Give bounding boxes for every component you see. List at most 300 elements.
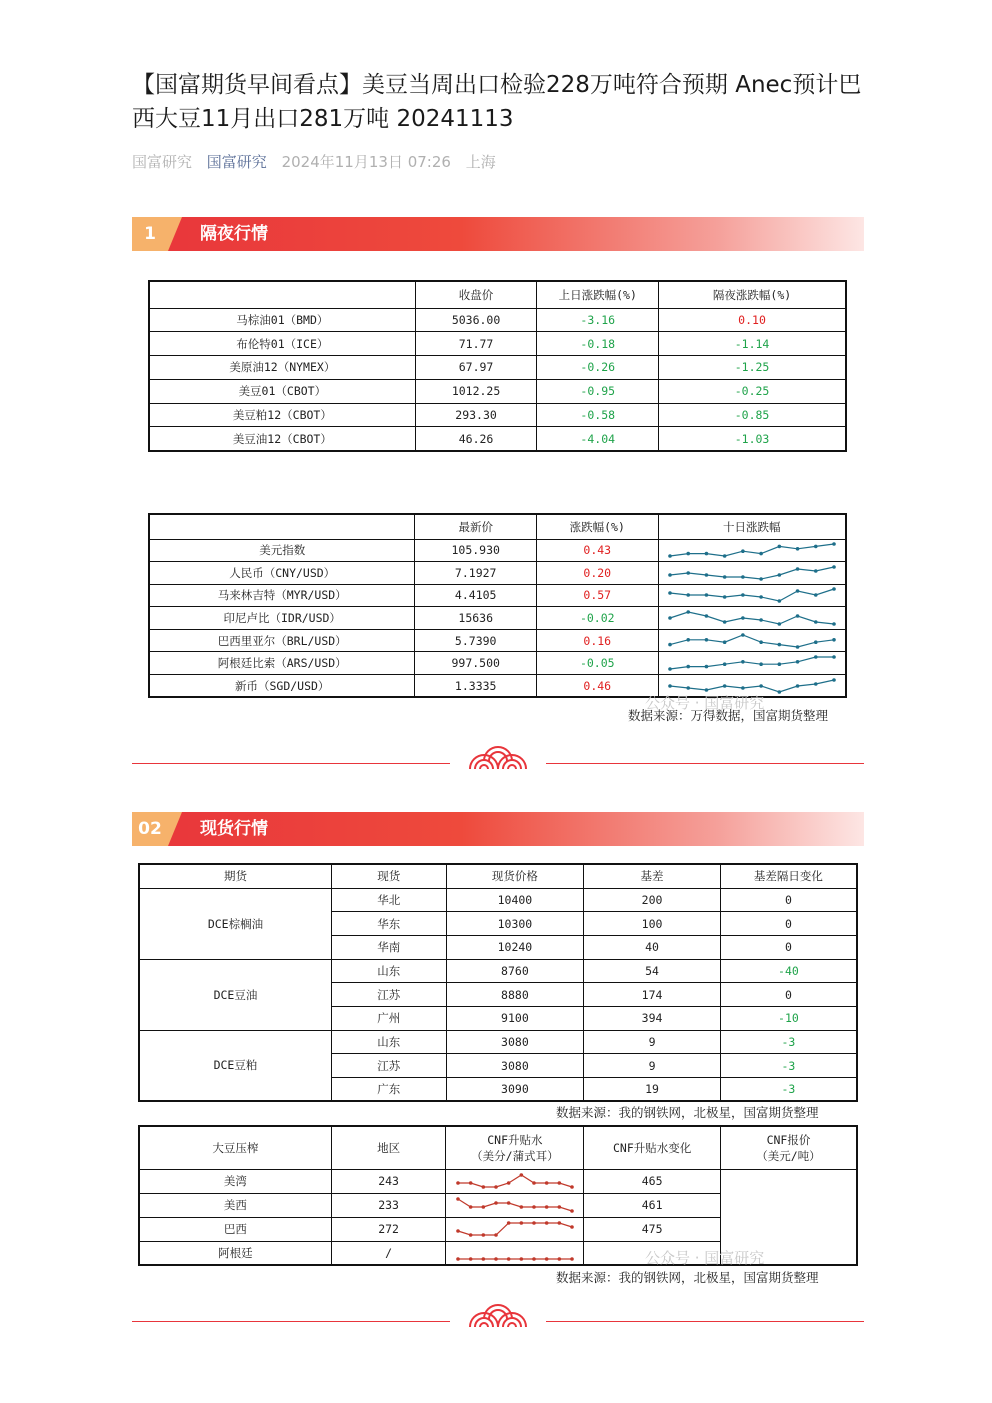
sparkline-point [686, 552, 690, 556]
sparkline-point [741, 660, 745, 664]
spot-price: 10400 [446, 888, 584, 912]
sparkline-point [832, 542, 836, 546]
night-change: -0.85 [659, 403, 846, 427]
sparkline-point [570, 1209, 574, 1213]
sparkline-point [741, 686, 745, 690]
table-row [139, 1169, 857, 1193]
cnf-premium: 243 [331, 1169, 446, 1193]
currency-name: 印尼卢比（IDR/USD） [149, 607, 415, 630]
sparkline-point [507, 1181, 511, 1185]
sparkline-point [777, 663, 781, 667]
sparkline-point [832, 678, 836, 682]
table-header: 涨跌幅(%) [537, 514, 659, 539]
sparkline-point [494, 1185, 498, 1189]
table-header-row [139, 1126, 857, 1169]
author: 国富研究 [132, 153, 193, 171]
basis: 9 [584, 1030, 721, 1054]
divider-line [546, 1321, 864, 1322]
spot-region: 江苏 [331, 983, 446, 1007]
table-row [139, 888, 857, 912]
table-row [139, 959, 857, 983]
sparkline-point [456, 1181, 460, 1185]
sparkline-point [456, 1197, 460, 1201]
divider-line [132, 1321, 450, 1322]
currency-name: 人民币（CNY/USD） [149, 562, 415, 585]
section-title: 隔夜行情 [200, 224, 268, 244]
sparkline-series [670, 657, 834, 669]
latest-price: 15636 [415, 607, 537, 630]
basis: 19 [584, 1078, 721, 1102]
sparkline-point [507, 1221, 511, 1225]
cnf-quote: 475 [584, 1217, 721, 1241]
spot-price: 10240 [446, 935, 584, 959]
sparkline-point [832, 565, 836, 569]
table-row [149, 356, 846, 380]
sparkline-point [481, 1185, 485, 1189]
close-price: 5036.00 [415, 308, 537, 332]
basis-change: -3 [720, 1030, 857, 1054]
basis: 9 [584, 1054, 721, 1078]
currency-name: 新币（SGD/USD） [149, 675, 415, 698]
spot-region: 山东 [331, 959, 446, 983]
sparkline-point [777, 642, 781, 646]
sparkline-point [704, 688, 708, 692]
basis: 200 [584, 888, 721, 912]
sparkline-series [458, 1199, 572, 1211]
table-row [149, 427, 846, 451]
sparkline-point [704, 614, 708, 618]
night-change: -1.14 [659, 332, 846, 356]
sparkline-point [545, 1181, 549, 1185]
cnf-quote: 465 [584, 1169, 721, 1193]
sparkline-chart [450, 1243, 580, 1263]
sparkline-point [759, 552, 763, 556]
sparkline-point [814, 655, 818, 659]
sparkline-point [557, 1181, 561, 1185]
table-header: 现货价格 [446, 864, 584, 888]
latest-price: 4.4105 [415, 584, 537, 607]
sparkline-point [668, 667, 672, 671]
cnf-trend [446, 1169, 584, 1193]
spot-price-table [138, 863, 858, 1102]
publish-location: 上海 [465, 153, 496, 171]
table-header [149, 514, 415, 539]
table-row [139, 1217, 857, 1241]
sparkline-point [686, 686, 690, 690]
cloud-ornament-icon [466, 741, 530, 771]
table-row [149, 652, 846, 675]
sparkline-chart [450, 1171, 580, 1191]
spot-price: 8760 [446, 959, 584, 983]
table-header: 期货 [139, 864, 331, 888]
sparkline-point [759, 618, 763, 622]
sparkline-point [814, 545, 818, 549]
sparkline-point [668, 616, 672, 620]
divider-line [546, 763, 864, 764]
instrument-name: 马棕油01（BMD） [149, 308, 415, 332]
sparkline-point [814, 594, 818, 598]
section-title: 现货行情 [200, 819, 268, 839]
sparkline-point [545, 1205, 549, 1209]
prev-change: -0.18 [537, 332, 659, 356]
change-pct: 0.46 [537, 675, 659, 698]
sparkline-series [458, 1223, 572, 1235]
article-meta [132, 151, 506, 172]
currency-name: 巴西里亚尔（BRL/USD） [149, 629, 415, 652]
data-source: 数据来源：万得数据，国富期货整理 [628, 708, 829, 723]
table-header: 上日涨跌幅(%) [537, 281, 659, 308]
instrument-name: 布伦特01（ICE） [149, 332, 415, 356]
sparkline-point [832, 638, 836, 642]
sparkline-point [519, 1257, 523, 1261]
section-number: 02 [132, 812, 168, 846]
sparkline-point [668, 684, 672, 688]
ten-day-trend [658, 562, 846, 585]
basis-change: 0 [720, 935, 857, 959]
sparkline-point [545, 1221, 549, 1225]
sparkline-point [494, 1233, 498, 1237]
sparkline-point [796, 660, 800, 664]
spot-price: 3090 [446, 1078, 584, 1102]
sparkline-point [741, 550, 745, 554]
basis: 394 [584, 1006, 721, 1030]
change-pct: 0.16 [537, 629, 659, 652]
sparkline-point [469, 1181, 473, 1185]
cnf-table [138, 1125, 858, 1266]
sparkline-point [668, 592, 672, 596]
change-pct: 0.43 [537, 539, 659, 562]
night-change: -1.03 [659, 427, 846, 451]
region: 美湾 [139, 1169, 331, 1193]
spot-region: 广东 [331, 1078, 446, 1102]
futures-group: DCE豆油 [139, 959, 331, 1030]
sparkline-point [570, 1257, 574, 1261]
spot-price: 8880 [446, 983, 584, 1007]
sparkline-point [777, 600, 781, 604]
spot-region: 江苏 [331, 1054, 446, 1078]
ten-day-trend [658, 652, 846, 675]
publish-date: 2024年11月13日 07:26 [281, 153, 451, 171]
sparkline-point [519, 1173, 523, 1177]
table-header-row [139, 864, 857, 888]
change-pct: -0.05 [537, 652, 659, 675]
region: 美西 [139, 1193, 331, 1217]
sparkline-point [759, 577, 763, 581]
cloud-ornament-icon [466, 1299, 530, 1329]
sparkline-point [796, 614, 800, 618]
sparkline-point [469, 1205, 473, 1209]
sparkline-point [814, 640, 818, 644]
sparkline-point [557, 1257, 561, 1261]
ten-day-trend [658, 539, 846, 562]
sparkline-chart [662, 608, 842, 628]
data-source: 数据来源：我的钢铁网，北极星，国富期货整理 [556, 1270, 819, 1285]
sparkline-point [494, 1201, 498, 1205]
ten-day-trend [658, 607, 846, 630]
spot-region: 华东 [331, 912, 446, 936]
sparkline-point [796, 567, 800, 571]
change-pct: 0.20 [537, 562, 659, 585]
prev-change: -4.04 [537, 427, 659, 451]
instrument-name: 美豆粕12（CBOT） [149, 403, 415, 427]
sparkline-point [777, 622, 781, 626]
sparkline-chart [662, 653, 842, 673]
section-header-spot [132, 812, 864, 846]
watermark: 公众号 · 国富研究 [645, 694, 765, 712]
overnight-futures-table [148, 280, 847, 452]
sparkline-chart [662, 540, 842, 560]
sparkline-point [570, 1185, 574, 1189]
table-row [149, 308, 846, 332]
ten-day-trend [658, 629, 846, 652]
table-row [149, 629, 846, 652]
watermark: 公众号 · 国富研究 [645, 1249, 765, 1267]
sparkline-point [668, 642, 672, 646]
sparkline-point [494, 1257, 498, 1261]
night-change: 0.10 [659, 308, 846, 332]
table-header-row [149, 281, 846, 308]
close-price: 293.30 [415, 403, 537, 427]
sparkline-chart [662, 563, 842, 583]
sparkline-chart [450, 1219, 580, 1239]
sparkline-point [723, 640, 727, 644]
spot-price: 3080 [446, 1054, 584, 1078]
sparkline-point [759, 663, 763, 667]
table-row [149, 562, 846, 585]
table-row [149, 379, 846, 403]
sparkline-point [759, 640, 763, 644]
currency-name: 马来林吉特（MYR/USD） [149, 584, 415, 607]
sparkline-point [741, 633, 745, 637]
cnf-quote: 461 [584, 1193, 721, 1217]
group-cell: 大豆压榨 [139, 1126, 331, 1169]
futures-group: DCE豆粕 [139, 1030, 331, 1101]
close-price: 71.77 [415, 332, 537, 356]
sparkline-chart [662, 585, 842, 605]
sparkline-point [723, 620, 727, 624]
table-header: 隔夜涨跌幅(%) [659, 281, 846, 308]
instrument-name: 美原油12（NYMEX） [149, 356, 415, 380]
table-header: 十日涨跌幅 [658, 514, 846, 539]
latest-price: 7.1927 [415, 562, 537, 585]
sparkline-point [519, 1221, 523, 1225]
basis: 174 [584, 983, 721, 1007]
sparkline-point [545, 1257, 549, 1261]
sparkline-point [557, 1205, 561, 1209]
night-change: -0.25 [659, 379, 846, 403]
sparkline-point [832, 622, 836, 626]
cnf-premium: 272 [331, 1217, 446, 1241]
region: 巴西 [139, 1217, 331, 1241]
close-price: 67.97 [415, 356, 537, 380]
sparkline-point [686, 665, 690, 669]
table-header-row [149, 514, 846, 539]
sparkline-point [532, 1205, 536, 1209]
change-pct: 0.57 [537, 584, 659, 607]
sparkline-point [532, 1257, 536, 1261]
latest-price: 105.930 [415, 539, 537, 562]
sparkline-point [519, 1205, 523, 1209]
basis-change: 0 [720, 983, 857, 1007]
sparkline-point [814, 569, 818, 573]
sparkline-point [532, 1221, 536, 1225]
currency-name: 阿根廷比索（ARS/USD） [149, 652, 415, 675]
sparkline-point [814, 620, 818, 624]
sparkline-point [570, 1225, 574, 1229]
sparkline-point [481, 1205, 485, 1209]
sparkline-point [469, 1257, 473, 1261]
prev-change: -3.16 [537, 308, 659, 332]
region: 阿根廷 [139, 1241, 331, 1265]
sparkline-point [532, 1181, 536, 1185]
sparkline-point [759, 684, 763, 688]
sparkline-point [759, 596, 763, 600]
sparkline-point [507, 1201, 511, 1205]
sparkline-point [704, 665, 708, 669]
close-price: 46.26 [415, 427, 537, 451]
sparkline-point [796, 645, 800, 649]
ten-day-trend [658, 584, 846, 607]
sparkline-point [741, 594, 745, 598]
night-change: -1.25 [659, 356, 846, 380]
sparkline-point [723, 554, 727, 558]
spot-price: 10300 [446, 912, 584, 936]
sparkline-point [741, 575, 745, 579]
sparkline-point [777, 545, 781, 549]
sparkline-point [686, 571, 690, 575]
section-header-overnight [132, 217, 864, 251]
sparkline-point [723, 596, 727, 600]
sparkline-point [557, 1221, 561, 1225]
sparkline-point [796, 547, 800, 551]
basis-change: -3 [720, 1054, 857, 1078]
basis-change: -40 [720, 959, 857, 983]
latest-price: 5.7390 [415, 629, 537, 652]
basis-change: 0 [720, 912, 857, 936]
sparkline-series [670, 589, 834, 601]
table-header: 现货 [331, 864, 446, 888]
sparkline-point [686, 610, 690, 614]
table-header [149, 281, 415, 308]
sparkline-chart [662, 631, 842, 651]
spot-region: 广州 [331, 1006, 446, 1030]
sparkline-point [777, 573, 781, 577]
divider-line [132, 763, 450, 764]
sparkline-point [832, 588, 836, 592]
table-row [149, 539, 846, 562]
spot-region: 华北 [331, 888, 446, 912]
sparkline-series [670, 635, 834, 647]
sparkline-series [458, 1175, 572, 1187]
table-row [149, 607, 846, 630]
sparkline-series [670, 567, 834, 579]
spot-price: 3080 [446, 1030, 584, 1054]
sparkline-point [704, 594, 708, 598]
basis: 54 [584, 959, 721, 983]
sparkline-chart [450, 1195, 580, 1215]
prev-change: -0.58 [537, 403, 659, 427]
table-row [139, 1193, 857, 1217]
basis-change: -3 [720, 1078, 857, 1102]
table-header: 最新价 [415, 514, 537, 539]
currency-name: 美元指数 [149, 539, 415, 562]
cnf-trend [446, 1193, 584, 1217]
basis: 40 [584, 935, 721, 959]
sparkline-point [796, 684, 800, 688]
sparkline-point [723, 575, 727, 579]
table-row [139, 1030, 857, 1054]
table-header: 收盘价 [415, 281, 537, 308]
cnf-premium: / [331, 1241, 446, 1265]
fx-table [148, 513, 847, 698]
sparkline-point [481, 1233, 485, 1237]
sparkline-series [670, 544, 834, 556]
sparkline-point [814, 682, 818, 686]
sparkline-point [668, 573, 672, 577]
prev-change: -0.95 [537, 379, 659, 403]
table-header: 基差隔日变化 [720, 864, 857, 888]
table-header: 地区 [331, 1126, 446, 1169]
sparkline-point [704, 552, 708, 556]
table-row [149, 403, 846, 427]
basis-change: -10 [720, 1006, 857, 1030]
sparkline-series [670, 680, 834, 692]
sparkline-point [704, 638, 708, 642]
sparkline-point [507, 1257, 511, 1261]
table-header: 基差 [584, 864, 721, 888]
sparkline-point [832, 655, 836, 659]
section-number: 1 [132, 217, 168, 251]
prev-change: -0.26 [537, 356, 659, 380]
sparkline-point [469, 1233, 473, 1237]
sparkline-point [741, 616, 745, 620]
instrument-name: 美豆油12（CBOT） [149, 427, 415, 451]
latest-price: 1.3335 [415, 675, 537, 698]
data-source: 数据来源：我的钢铁网，北极星，国富期货整理 [556, 1105, 819, 1120]
sparkline-point [481, 1257, 485, 1261]
cnf-trend [446, 1241, 584, 1265]
sparkline-point [796, 590, 800, 594]
cnf-trend [446, 1217, 584, 1241]
cnf-premium: 233 [331, 1193, 446, 1217]
sparkline-point [723, 684, 727, 688]
table-row [149, 584, 846, 607]
basis-change: 0 [720, 888, 857, 912]
sparkline-series [670, 612, 834, 624]
table-header: CNF报价 （美元/吨） [720, 1126, 857, 1169]
sparkline-point [686, 594, 690, 598]
table-header: CNF升贴水变化 [584, 1126, 721, 1169]
spot-region: 山东 [331, 1030, 446, 1054]
account-link[interactable]: 国富研究 [206, 153, 267, 171]
close-price: 1012.25 [415, 379, 537, 403]
latest-price: 997.500 [415, 652, 537, 675]
instrument-name: 美豆01（CBOT） [149, 379, 415, 403]
article-title: 【国富期货早间看点】美豆当周出口检验228万吨符合预期 Anec预计巴西大豆11月出口281万吨 20241113 [132, 72, 862, 132]
spot-price: 9100 [446, 1006, 584, 1030]
sparkline-point [668, 554, 672, 558]
basis: 100 [584, 912, 721, 936]
table-row [149, 332, 846, 356]
futures-group: DCE棕榈油 [139, 888, 331, 959]
sparkline-point [704, 573, 708, 577]
sparkline-point [777, 690, 781, 694]
sparkline-point [686, 638, 690, 642]
sparkline-point [456, 1257, 460, 1261]
sparkline-point [456, 1229, 460, 1233]
spot-region: 华南 [331, 935, 446, 959]
change-pct: -0.02 [537, 607, 659, 630]
